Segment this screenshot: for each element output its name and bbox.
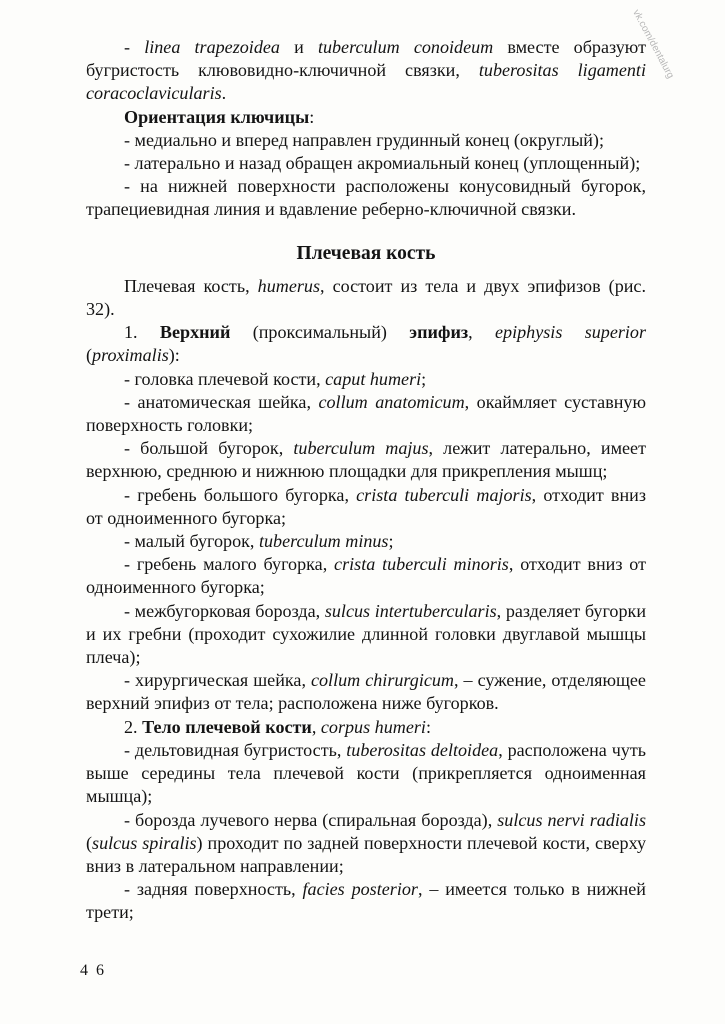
- list-item: - задняя поверхность, facies posterior, – имеется только в нижней трети;: [86, 879, 646, 923]
- list-item: - хирургическая шейка, collum chirurgicum, – сужение, отделяющее верхний эпифиз от тела; расположена ниже бугорков.: [86, 670, 646, 714]
- list-item: - на нижней поверхности расположены конусовидный бугорок, трапециевидная линия и вдавление реберно-ключичной связки.: [86, 176, 646, 220]
- list-item: - межбугорковая борозда, sulcus intertubercularis, разделяет бугорки и их гребни (проходит сухожилие длинной головки двуглавой мышцы плеча);: [86, 600, 646, 668]
- paragraph-clavicle-ligament: - linea trapezoidea и tuberculum conoideum вместе образуют бугристость клювовидно-ключичной связки, tuberositas ligamenti coracoclavicularis.: [86, 37, 646, 104]
- list-item: - анатомическая шейка, collum anatomicum, окаймляет суставную поверхность головки;: [86, 391, 646, 436]
- orientation-heading: Ориентация ключицы:: [124, 106, 315, 127]
- section-title: Плечевая кость: [296, 242, 436, 264]
- list-item: - медиально и вперед направлен грудинный конец (округлый);: [124, 129, 604, 150]
- page-number: 4 6: [80, 962, 106, 979]
- watermark: vk.com/dentalurg: [630, 8, 676, 81]
- subsection-upper-epiphysis: 1. Верхний (проксимальный) эпифиз, epiphysis superior (proximalis):: [86, 322, 647, 366]
- list-item: - головка плечевой кости, caput humeri;: [124, 368, 427, 389]
- list-item: - малый бугорок, tuberculum minus;: [124, 531, 394, 552]
- list-item: - борозда лучевого нерва (спиральная борозда), sulcus nervi radialis (sulcus spiralis) проходит по задней поверхности плечевой кости, сверху вниз в латеральном направлении;: [86, 809, 646, 876]
- list-item: - большой бугорок, tuberculum majus, лежит латерально, имеет верхнюю, среднюю и нижнюю площадки для прикрепления мышц;: [86, 438, 646, 482]
- list-item: - гребень малого бугорка, crista tuberculi minoris, отходит вниз от одноименного бугорка;: [86, 554, 647, 598]
- list-item: - гребень большого бугорка, crista tuberculi majoris, отходит вниз от одноименного бугорка;: [86, 484, 646, 528]
- paragraph-humerus-intro: Плечевая кость, humerus, состоит из тела и двух эпифизов (рис. 32).: [86, 275, 646, 320]
- subsection-body: 2. Тело плечевой кости, corpus humeri:: [124, 716, 431, 737]
- list-item: - латерально и назад обращен акромиальный конец (уплощенный);: [124, 153, 641, 174]
- list-item: - дельтовидная бугристость, tuberositas deltoidea, расположена чуть выше середины тела плечевой кости (прикрепляется одноименная мышца);: [86, 739, 647, 807]
- page-content: [86, 36, 646, 925]
